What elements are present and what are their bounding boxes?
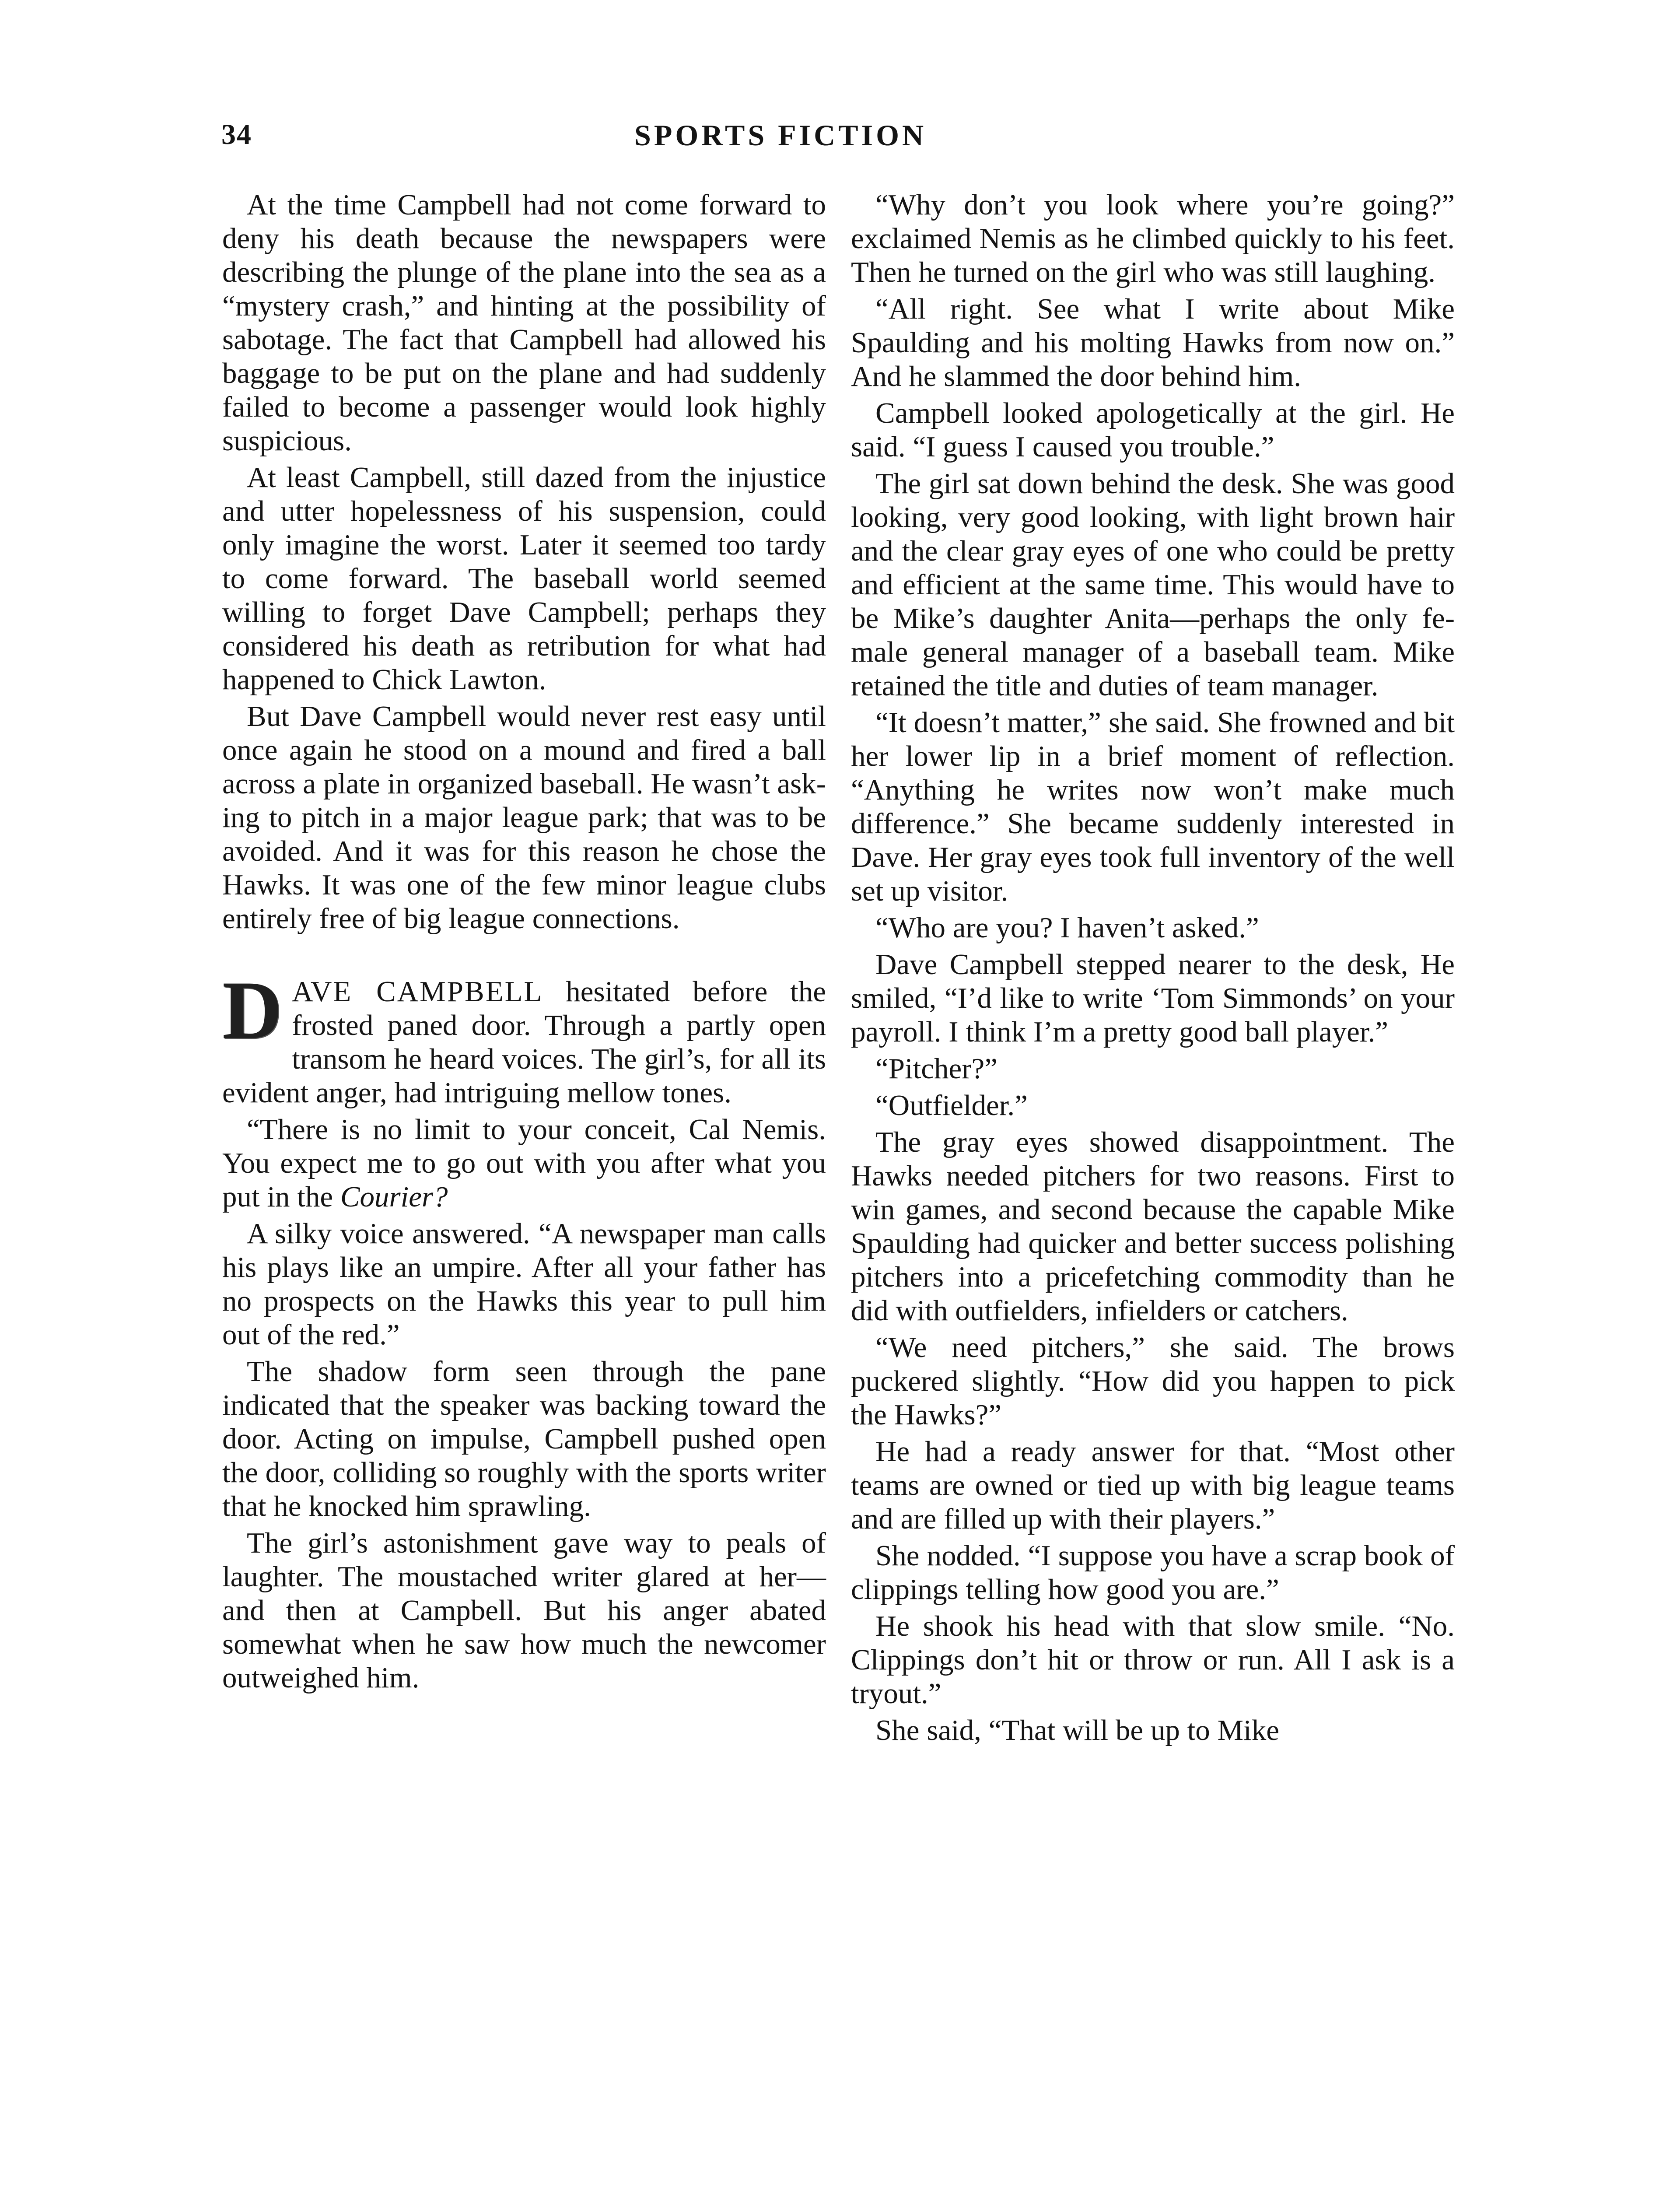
paragraph: The girl’s astonishment gave way to peals of laughter. The moustached writer glared at her—and then at Campbell. But his anger abated somewhat when he saw how much the newcomer outweighed him. [222,1527,826,1694]
paragraph: He shook his head with that slow smile. “No. Clippings don’t hit or throw or run. All I ask is a tryout.” [851,1610,1455,1710]
paragraph: She said, “That will be up to Mike [875,1714,1279,1746]
section-opening-paragraph [222,964,826,1110]
paragraph: A silky voice answered. “A newspaper man calls his plays like an umpire. After all your father has no prospects on the Hawks this year to pull him out of the red.” [222,1217,826,1351]
left-column [222,188,826,1698]
page-number: 34 [221,119,252,151]
paragraph: “It doesn’t matter,” she said. She frowned and bit her lower lip in a brief moment of reflection. “Anything he writes now won’t make much difference.” She became suddenly interested in Dave. Her gray eyes took full inventory of the well set up visitor. [851,706,1455,907]
paragraph: “All right. See what I write about Mike Spaulding and his molting Hawks from now on.” And he slammed the door behind him. [851,293,1455,393]
paragraph-text: hesitated before the frosted paned door. Through a partly open transom he heard voices. The girl’s, for all its evident anger, had intriguing mellow tones. [222,975,826,1109]
paragraph: “Why don’t you look where you’re going?” exclaimed Nemis as he climbed quickly to his feet. Then he turned on the girl who was still laughing. [851,189,1455,288]
drop-cap: D [222,964,283,1056]
paragraph: “We need pitchers,” she said. The brows puckered slightly. “How did you happen to pick the Hawks?” [851,1331,1455,1431]
paragraph: She nodded. “I suppose you have a scrap book of clippings telling how good you are.” [851,1539,1455,1606]
lead-caps: AVE CAMPBELL [292,975,543,1008]
newspaper-name: Courier? [340,1181,448,1213]
running-head: SPORTS FICTION [634,119,927,152]
paragraph [222,1113,826,1214]
paragraph: “Outfielder.” [875,1089,1028,1122]
paragraph: But Dave Campbell would never rest easy until once again he stood on a mound and fired a ball across a plate in organized baseball. He wasn’t asking to pitch in a major league park; that was to be avoided. And it was for this reason he chose the Hawks. It was one of the few minor league clubs entirely free of big league connections. [222,700,826,935]
paragraph: “Who are you? I haven’t asked.” [875,912,1259,944]
paragraph-text: “There is no limit to your conceit, Cal Nemis. You expect me to go out with you after what you put in the [222,1113,826,1213]
paragraph: The girl sat down behind the desk. She was good looking, very good looking, with light brown hair and the clear gray eyes of one who could be pretty and efficient at the same time. This would have to be Mike’s daughter Anita—perhaps the only female general manager of a baseball team. Mike retained the title and duties of team manager. [851,467,1455,702]
paragraph: The shadow form seen through the pane indicated that the speaker was backing toward the door. Acting on impulse, Campbell pushed open the door, colliding so roughly with the sports writer that he knocked him sprawling. [222,1355,826,1522]
paragraph: The gray eyes showed disappointment. The Hawks needed pitchers for two reasons. First to win games, and second because the capable Mike Spaulding had quicker and better success polishing pitchers into a pricefetching commodity than he did with outfielders, infielders or catchers. [851,1126,1455,1327]
paragraph: “Pitcher?” [875,1052,998,1085]
paragraph: At the time Campbell had not come forward to deny his death because the newspapers were describing the plunge of the plane into the sea as a “mystery crash,” and hinting at the possibility of sabotage. The fact that Campbell had allowed his baggage to be put on the plane and had suddenly failed to become a passenger would look highly suspicious. [222,189,826,457]
paragraph: Dave Campbell stepped nearer to the desk, He smiled, “I’d like to write ‘Tom Simmonds’ on your payroll. I think I’m a pretty good ball player.” [851,948,1455,1048]
paragraph: At least Campbell, still dazed from the injustice and utter hopelessness of his suspension, could only imagine the worst. Later it seemed too tardy to come forward. The baseball world seemed willing to forget Dave Campbell; perhaps they considered his death as retribution for what had happened to Chick Lawton. [222,461,826,696]
paragraph: He had a ready answer for that. “Most other teams are owned or tied up with big league teams and are filled up with their players.” [851,1435,1455,1535]
paragraph: Campbell looked apologetically at the girl. He said. “I guess I caused you trouble.” [851,397,1455,463]
right-column [851,188,1455,1750]
